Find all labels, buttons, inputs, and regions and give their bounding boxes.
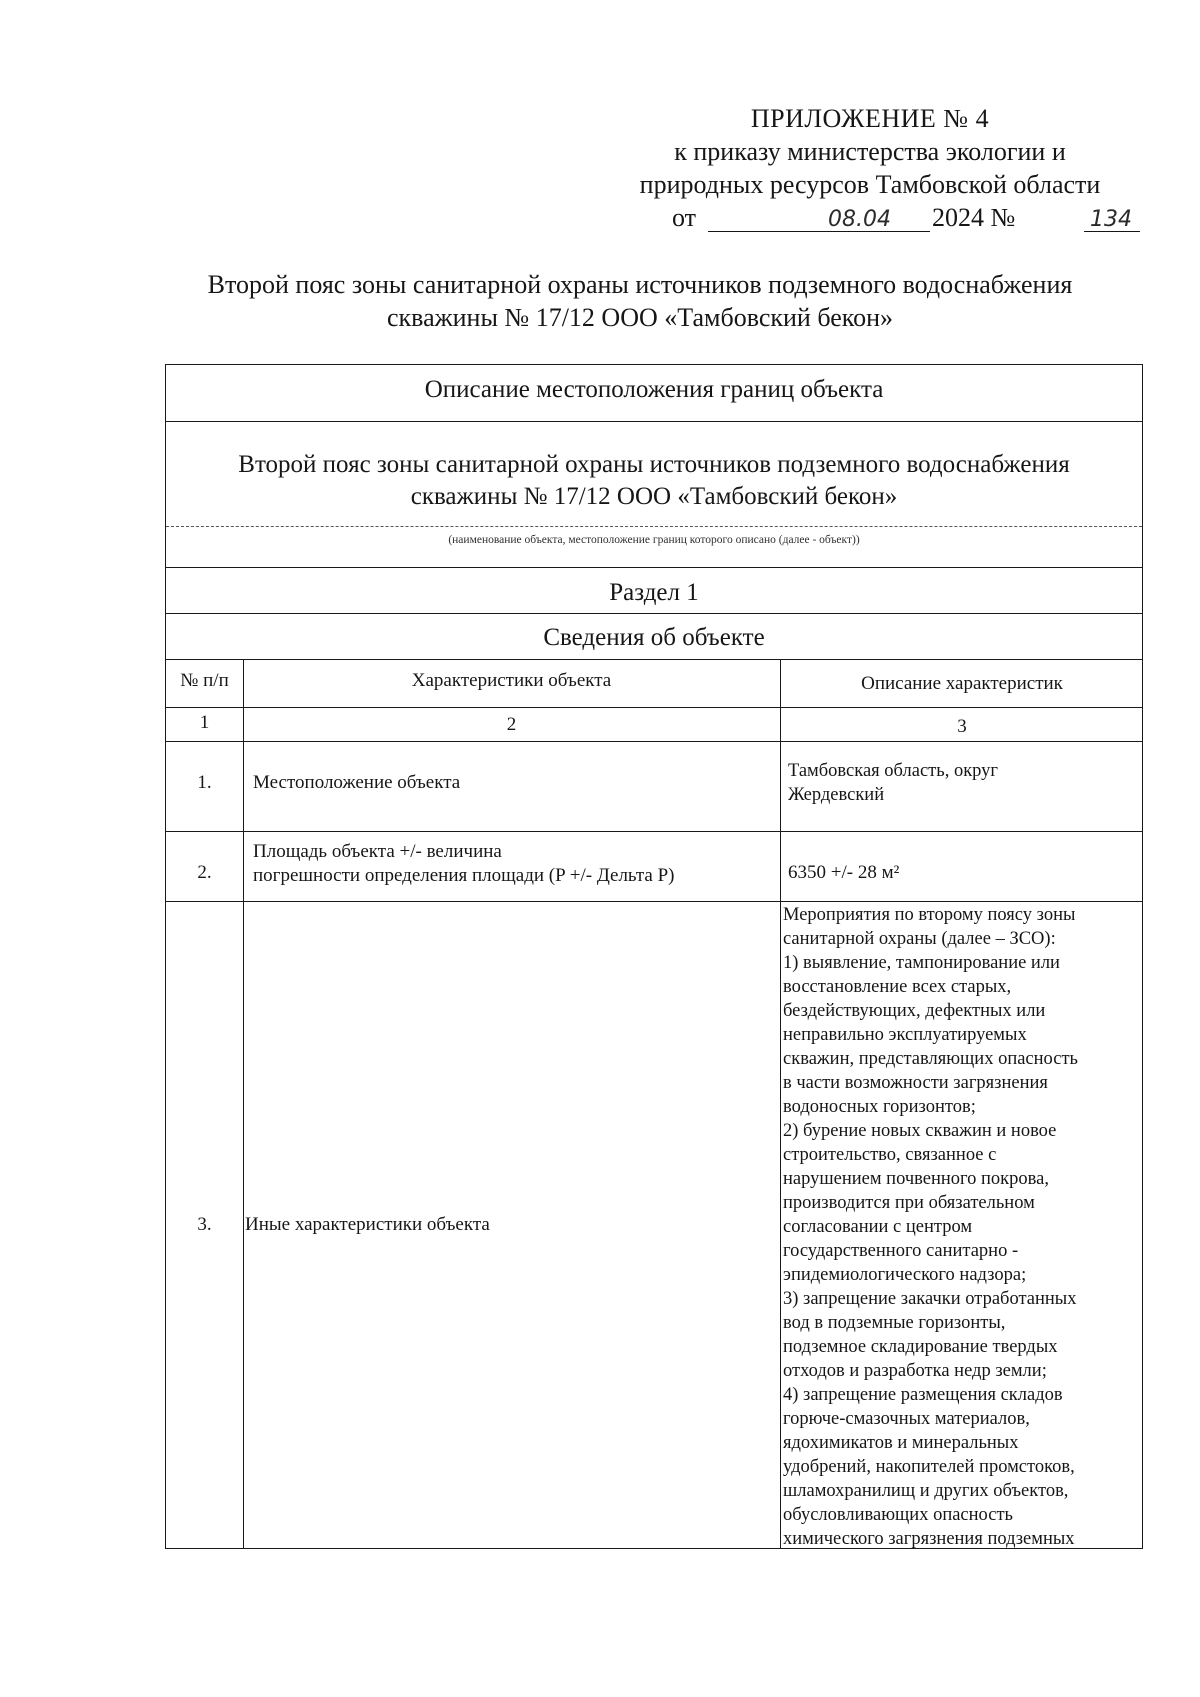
object-name-line-2: скважины № 17/12 ООО «Тамбовский бекон»	[410, 483, 898, 510]
row-1-characteristic: Местоположение объекта	[253, 772, 461, 793]
object-name-caption: (наименование объекта, местоположение границ которого описано (далее - объект))	[448, 534, 860, 546]
appendix-header	[600, 102, 1140, 234]
column-number-1: 1	[199, 712, 210, 733]
column-number-2: 2	[506, 714, 517, 735]
document-title-line-1: Второй пояс зоны санитарной охраны источников подземного водоснабжения	[207, 270, 1073, 299]
object-name-line-1: Второй пояс зоны санитарной охраны источников подземного водоснабжения	[238, 451, 1070, 478]
appendix-line-2: природных ресурсов Тамбовской области	[639, 170, 1101, 199]
order-date-line	[600, 201, 1140, 234]
divider	[166, 901, 1142, 902]
description-header: Описание местоположения границ объекта	[424, 376, 884, 403]
object-name	[166, 449, 1142, 513]
order-date-handwritten: 08.04	[828, 207, 891, 232]
document-title-line-2: скважины № 17/12 ООО «Тамбовский бекон»	[387, 303, 893, 332]
row-3-characteristic: Иные характеристики объекта	[245, 1214, 490, 1235]
column-header-description: Описание характеристик	[861, 673, 1063, 694]
document-title	[150, 268, 1130, 334]
divider	[166, 613, 1142, 614]
row-3-description: Мероприятия по второму поясу зоны санитарной охраны (далее – ЗСО): 1) выявление, тампонирование или восстановление всех старых, бездействующих, дефектных или неправильно эксплуатируемых скважин, представляющих опасность в части возможности загрязнения водоносных горизонтов; 2) бурение новых скважин и новое строительство, связанное с нарушением почвенного покрова, производится при обязательном согласовании с центром государственного санитарно - эпидемиологического надзора; 3) запрещение закачки отработанных вод в подземные горизонты, подземное складирование твердых отходов и разработка недр земли; 4) запрещение размещения складов горюче-смазочных материалов, ядохимикатов и минеральных удобрений, накопителей промстоков, шламохранилищ и других объектов, обусловливающих опасность химического загрязнения подземных	[783, 905, 1078, 1549]
divider	[166, 659, 1142, 660]
order-date-field	[708, 201, 930, 232]
column-header-num: № п/п	[180, 670, 229, 691]
divider	[166, 831, 1142, 832]
from-label: от	[672, 203, 697, 232]
divider	[166, 707, 1142, 708]
column-number-3: 3	[957, 716, 967, 737]
divider	[166, 526, 1142, 527]
section-label: Раздел 1	[609, 579, 699, 606]
divider	[166, 741, 1142, 742]
appendix-line-1: к приказу министерства экологии и	[674, 137, 1066, 166]
row-2-characteristic: Площадь объекта +/- величина погрешности определения площади (P +/- Дельта P)	[253, 841, 675, 886]
row-1-number: 1.	[197, 772, 212, 793]
row-3-number: 3.	[197, 1214, 212, 1235]
column-separator	[243, 659, 244, 1548]
order-number-field	[1084, 201, 1140, 232]
row-2-description: 6350 +/- 28 м²	[788, 862, 900, 883]
section-title: Сведения об объекте	[543, 624, 765, 651]
divider	[166, 567, 1142, 568]
appendix-title: ПРИЛОЖЕНИЕ № 4	[750, 104, 990, 133]
column-header-characteristics: Характеристики объекта	[411, 670, 612, 691]
order-number-handwritten: 134	[1090, 207, 1132, 232]
row-2-number: 2.	[197, 862, 212, 883]
order-year-label: 2024 №	[932, 203, 1016, 232]
column-separator	[780, 659, 781, 1548]
divider	[166, 421, 1142, 422]
row-1-description: Тамбовская область, округ Жердевский	[788, 761, 999, 805]
boundary-description-table	[165, 364, 1143, 1549]
